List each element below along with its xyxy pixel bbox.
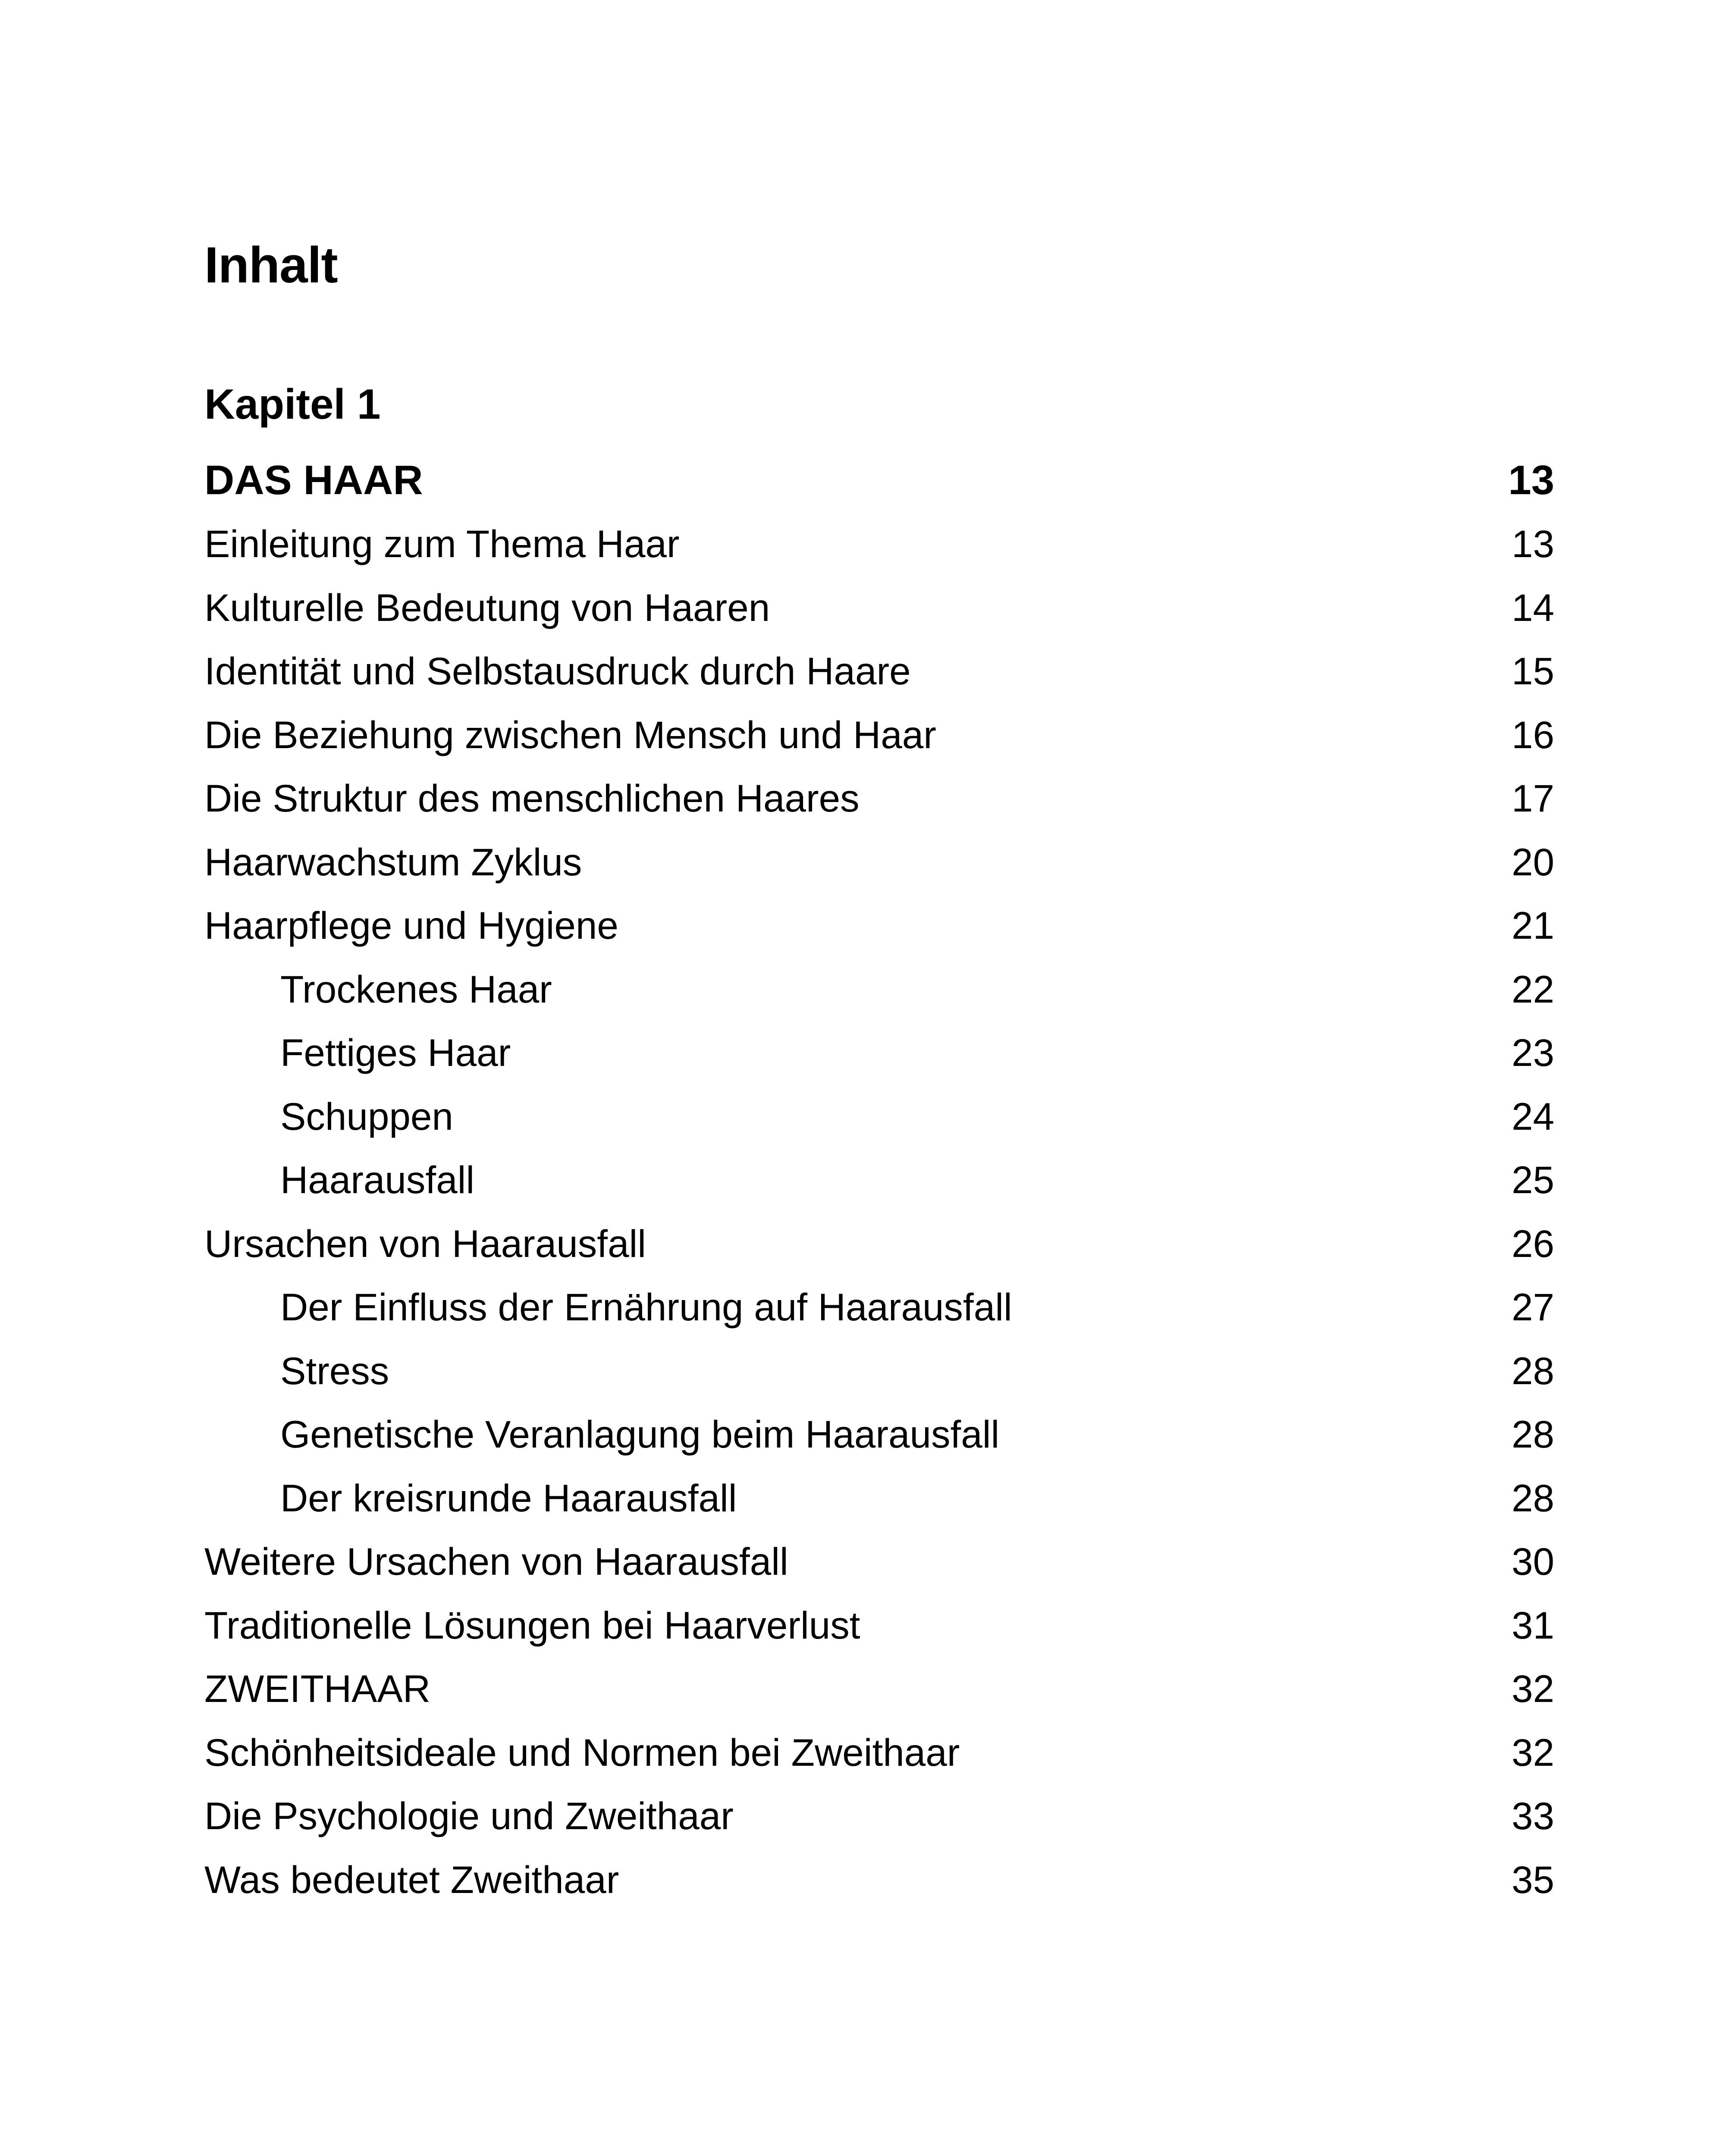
toc-entry-title: Die Struktur des menschlichen Haares [204, 777, 860, 820]
toc-entry-page: 23 [1512, 1031, 1554, 1075]
toc-entry-title: Der Einfluss der Ernährung auf Haarausfall [280, 1285, 1012, 1329]
toc-entry-title: Schuppen [280, 1094, 453, 1138]
toc-entry-title: Weitere Ursachen von Haarausfall [204, 1540, 788, 1583]
page-title: Inhalt [204, 237, 338, 294]
chapter-label: Kapitel 1 [204, 380, 381, 428]
toc-entry[interactable] [204, 1720, 1554, 1784]
toc-entry[interactable] [204, 1657, 1554, 1721]
toc-entry-page: 27 [1512, 1285, 1554, 1329]
toc-entry[interactable] [204, 1848, 1554, 1912]
table-of-contents [204, 448, 1554, 1912]
toc-entry-title: ZWEITHAAR [204, 1667, 431, 1711]
toc-entry[interactable] [204, 957, 1554, 1021]
toc-entry-title: DAS HAAR [204, 457, 423, 503]
toc-entry-page: 26 [1512, 1222, 1554, 1265]
toc-entry[interactable] [204, 512, 1554, 576]
toc-entry-page: 25 [1512, 1158, 1554, 1202]
toc-entry[interactable] [204, 639, 1554, 703]
toc-entry-title: Haarausfall [280, 1158, 475, 1202]
toc-entry-page: 13 [1512, 522, 1554, 566]
toc-entry[interactable] [204, 894, 1554, 958]
toc-entry-page: 33 [1512, 1794, 1554, 1838]
toc-entry-page: 32 [1512, 1667, 1554, 1711]
toc-entry-page: 35 [1512, 1858, 1554, 1901]
toc-entry[interactable] [204, 767, 1554, 830]
toc-entry-page: 17 [1512, 777, 1554, 820]
toc-entry[interactable] [204, 1784, 1554, 1848]
toc-entry-page: 20 [1512, 840, 1554, 884]
toc-entry-title: Kulturelle Bedeutung von Haaren [204, 586, 770, 629]
toc-entry-page: 28 [1512, 1413, 1554, 1456]
toc-entry-page: 13 [1508, 457, 1554, 503]
toc-entry-page: 32 [1512, 1730, 1554, 1774]
toc-entry[interactable] [204, 1593, 1554, 1657]
toc-entry-title: Haarpflege und Hygiene [204, 904, 618, 947]
toc-entry-title: Fettiges Haar [280, 1031, 511, 1075]
toc-entry[interactable] [204, 1403, 1554, 1467]
toc-entry[interactable] [204, 448, 1554, 512]
toc-entry[interactable] [204, 1212, 1554, 1275]
toc-entry-page: 16 [1512, 713, 1554, 756]
toc-entry-page: 22 [1512, 967, 1554, 1011]
toc-entry-title: Einleitung zum Thema Haar [204, 522, 680, 566]
toc-entry-title: Trockenes Haar [280, 967, 552, 1011]
toc-entry-page: 30 [1512, 1540, 1554, 1583]
toc-entry[interactable] [204, 576, 1554, 639]
toc-entry[interactable] [204, 830, 1554, 894]
toc-entry-title: Stress [280, 1349, 389, 1392]
toc-entry-page: 28 [1512, 1476, 1554, 1520]
toc-entry-page: 15 [1512, 649, 1554, 693]
toc-entry-title: Identität und Selbstausdruck durch Haare [204, 649, 911, 693]
toc-entry[interactable] [204, 703, 1554, 767]
toc-entry-title: Haarwachstum Zyklus [204, 840, 582, 884]
toc-entry[interactable] [204, 1021, 1554, 1085]
toc-entry-title: Die Psychologie und Zweithaar [204, 1794, 734, 1838]
toc-entry-title: Schönheitsideale und Normen bei Zweithaar [204, 1730, 960, 1774]
toc-entry-title: Was bedeutet Zweithaar [204, 1858, 619, 1901]
toc-entry-page: 28 [1512, 1349, 1554, 1392]
toc-entry-title: Genetische Veranlagung beim Haarausfall [280, 1413, 1000, 1456]
toc-entry-title: Ursachen von Haarausfall [204, 1222, 646, 1265]
toc-entry[interactable] [204, 1148, 1554, 1212]
toc-entry-page: 31 [1512, 1603, 1554, 1647]
toc-entry-page: 21 [1512, 904, 1554, 947]
toc-entry[interactable] [204, 1084, 1554, 1148]
toc-entry-title: Traditionelle Lösungen bei Haarverlust [204, 1603, 860, 1647]
toc-entry[interactable] [204, 1466, 1554, 1530]
toc-entry[interactable] [204, 1275, 1554, 1339]
toc-entry-page: 14 [1512, 586, 1554, 629]
toc-entry[interactable] [204, 1339, 1554, 1403]
toc-entry[interactable] [204, 1530, 1554, 1594]
toc-entry-title: Die Beziehung zwischen Mensch und Haar [204, 713, 936, 756]
toc-entry-page: 24 [1512, 1094, 1554, 1138]
toc-entry-title: Der kreisrunde Haarausfall [280, 1476, 737, 1520]
